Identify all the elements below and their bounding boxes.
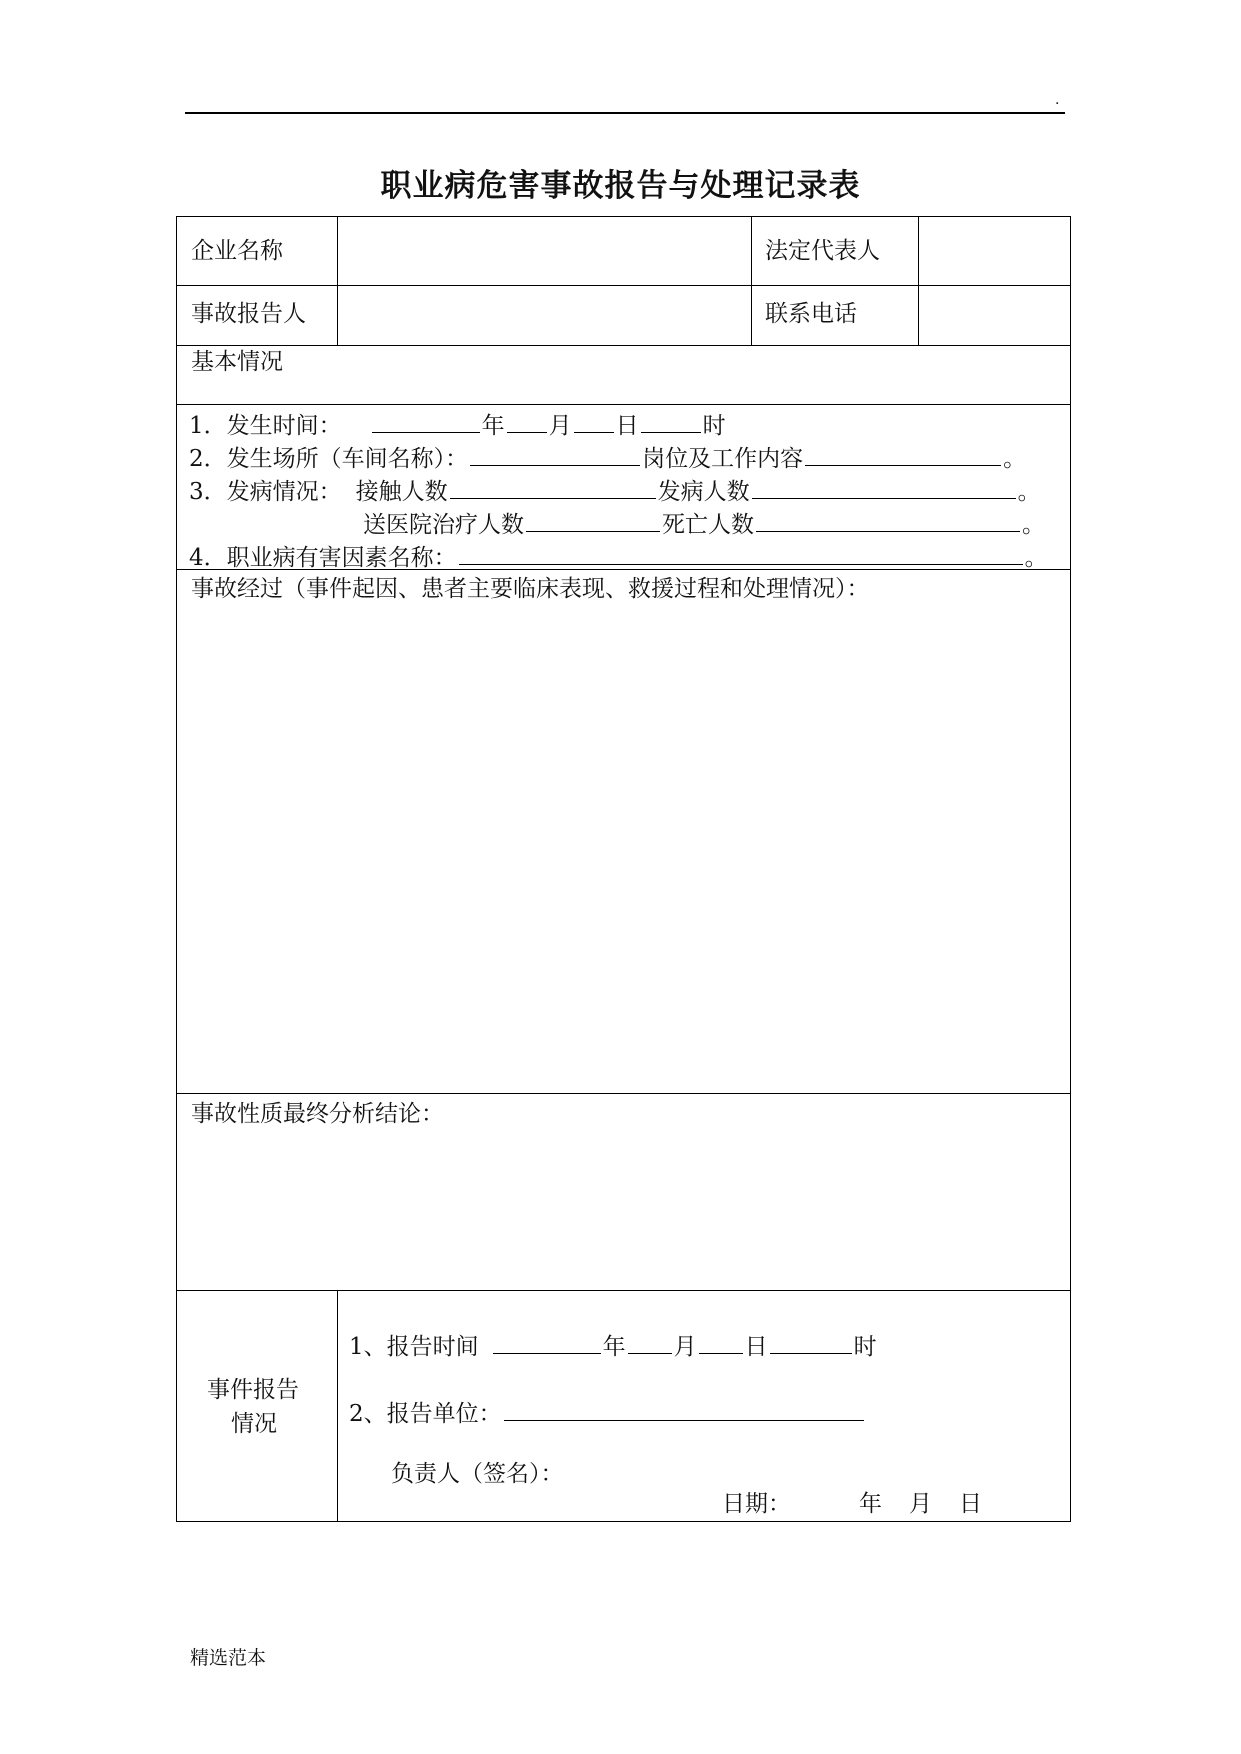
workshop-blank[interactable] <box>470 444 640 466</box>
row-divider <box>177 345 1070 346</box>
responsible-label: 负责人（签名）： <box>391 1461 564 1487</box>
col-divider <box>337 1290 338 1521</box>
conclusion-field[interactable] <box>181 1133 1066 1287</box>
period: 。 <box>1022 512 1045 538</box>
hour-label: 时 <box>702 413 726 439</box>
sick-count-label: 发病人数 <box>657 479 750 505</box>
hazard-row <box>189 543 1048 570</box>
year-blank[interactable] <box>372 411 480 433</box>
death-count-label: 死亡人数 <box>662 512 754 538</box>
report-year-label: 年 <box>602 1334 626 1360</box>
death-count-blank[interactable] <box>756 510 1020 532</box>
report-label-line1: 事件报告 <box>207 1377 299 1403</box>
report-hour-blank[interactable] <box>770 1332 852 1354</box>
row-divider <box>177 1290 1070 1291</box>
footer-text: 精选范本 <box>190 1647 267 1669</box>
treatment-row <box>363 510 1045 537</box>
report-month-label: 月 <box>673 1334 697 1360</box>
date-year-label: 年 <box>859 1491 882 1517</box>
day-label: 日 <box>615 413 639 439</box>
legal-rep-field[interactable] <box>920 219 1068 283</box>
date-label: 日期： <box>722 1491 791 1517</box>
day-blank[interactable] <box>574 411 614 433</box>
illness-row <box>189 477 1041 504</box>
hospital-count-label: 送医院治疗人数 <box>363 512 524 538</box>
process-field[interactable] <box>181 609 1066 1089</box>
report-unit-label: 2、报告单位： <box>349 1401 502 1427</box>
year-label: 年 <box>481 413 505 439</box>
occurrence-place-label: 2．发生场所（车间名称）： <box>189 446 469 472</box>
phone-field[interactable] <box>920 287 1068 343</box>
reporter-label: 事故报告人 <box>191 301 306 327</box>
report-hour-label: 时 <box>853 1334 877 1360</box>
date-month-label: 月 <box>909 1491 932 1517</box>
date-day-label: 日 <box>959 1491 982 1517</box>
company-name-field[interactable] <box>339 219 749 283</box>
conclusion-heading: 事故性质最终分析结论： <box>191 1101 444 1127</box>
report-day-label: 日 <box>744 1334 768 1360</box>
phone-label: 联系电话 <box>765 301 857 327</box>
occurrence-time-row <box>189 411 726 438</box>
row-divider <box>177 1093 1070 1094</box>
hazard-label: 4．职业病有害因素名称： <box>189 545 457 571</box>
process-heading: 事故经过（事件起因、患者主要临床表现、救援过程和处理情况）： <box>191 576 870 602</box>
illness-label: 3．发病情况： <box>189 479 342 505</box>
col-divider <box>918 217 919 345</box>
reporter-field[interactable] <box>339 287 749 343</box>
hospital-count-blank[interactable] <box>526 510 660 532</box>
row-divider <box>177 404 1070 405</box>
contact-count-blank[interactable] <box>450 477 656 499</box>
month-label: 月 <box>548 413 572 439</box>
report-unit-blank[interactable] <box>504 1399 864 1421</box>
contact-count-label: 接触人数 <box>355 479 448 505</box>
report-label-line2: 情况 <box>231 1411 277 1437</box>
page-title: 职业病危害事故报告与处理记录表 <box>380 168 861 204</box>
occurrence-time-label: 1．发生时间： <box>189 413 342 439</box>
period: 。 <box>1003 446 1027 472</box>
report-time-label: 1、报告时间 <box>349 1334 479 1360</box>
hour-blank[interactable] <box>641 411 701 433</box>
report-month-blank[interactable] <box>628 1332 672 1354</box>
basic-info-heading: 基本情况 <box>191 349 283 375</box>
post-blank[interactable] <box>805 444 1001 466</box>
occurrence-place-row <box>189 444 1026 471</box>
row-divider <box>177 285 1070 286</box>
col-divider <box>337 217 338 345</box>
legal-rep-label: 法定代表人 <box>765 238 880 264</box>
report-time-row <box>349 1332 877 1359</box>
report-year-blank[interactable] <box>493 1332 601 1354</box>
month-blank[interactable] <box>507 411 547 433</box>
report-day-blank[interactable] <box>699 1332 743 1354</box>
col-divider <box>751 217 752 345</box>
report-form <box>176 216 1071 1522</box>
header-rule <box>185 112 1065 114</box>
report-unit-row <box>349 1399 866 1426</box>
period: 。 <box>1024 545 1048 571</box>
header-dot: . <box>1055 92 1060 108</box>
period: 。 <box>1017 479 1041 505</box>
post-label: 岗位及工作内容 <box>642 446 804 472</box>
sick-count-blank[interactable] <box>752 477 1016 499</box>
hazard-blank[interactable] <box>459 543 1023 565</box>
company-name-label: 企业名称 <box>191 238 283 264</box>
